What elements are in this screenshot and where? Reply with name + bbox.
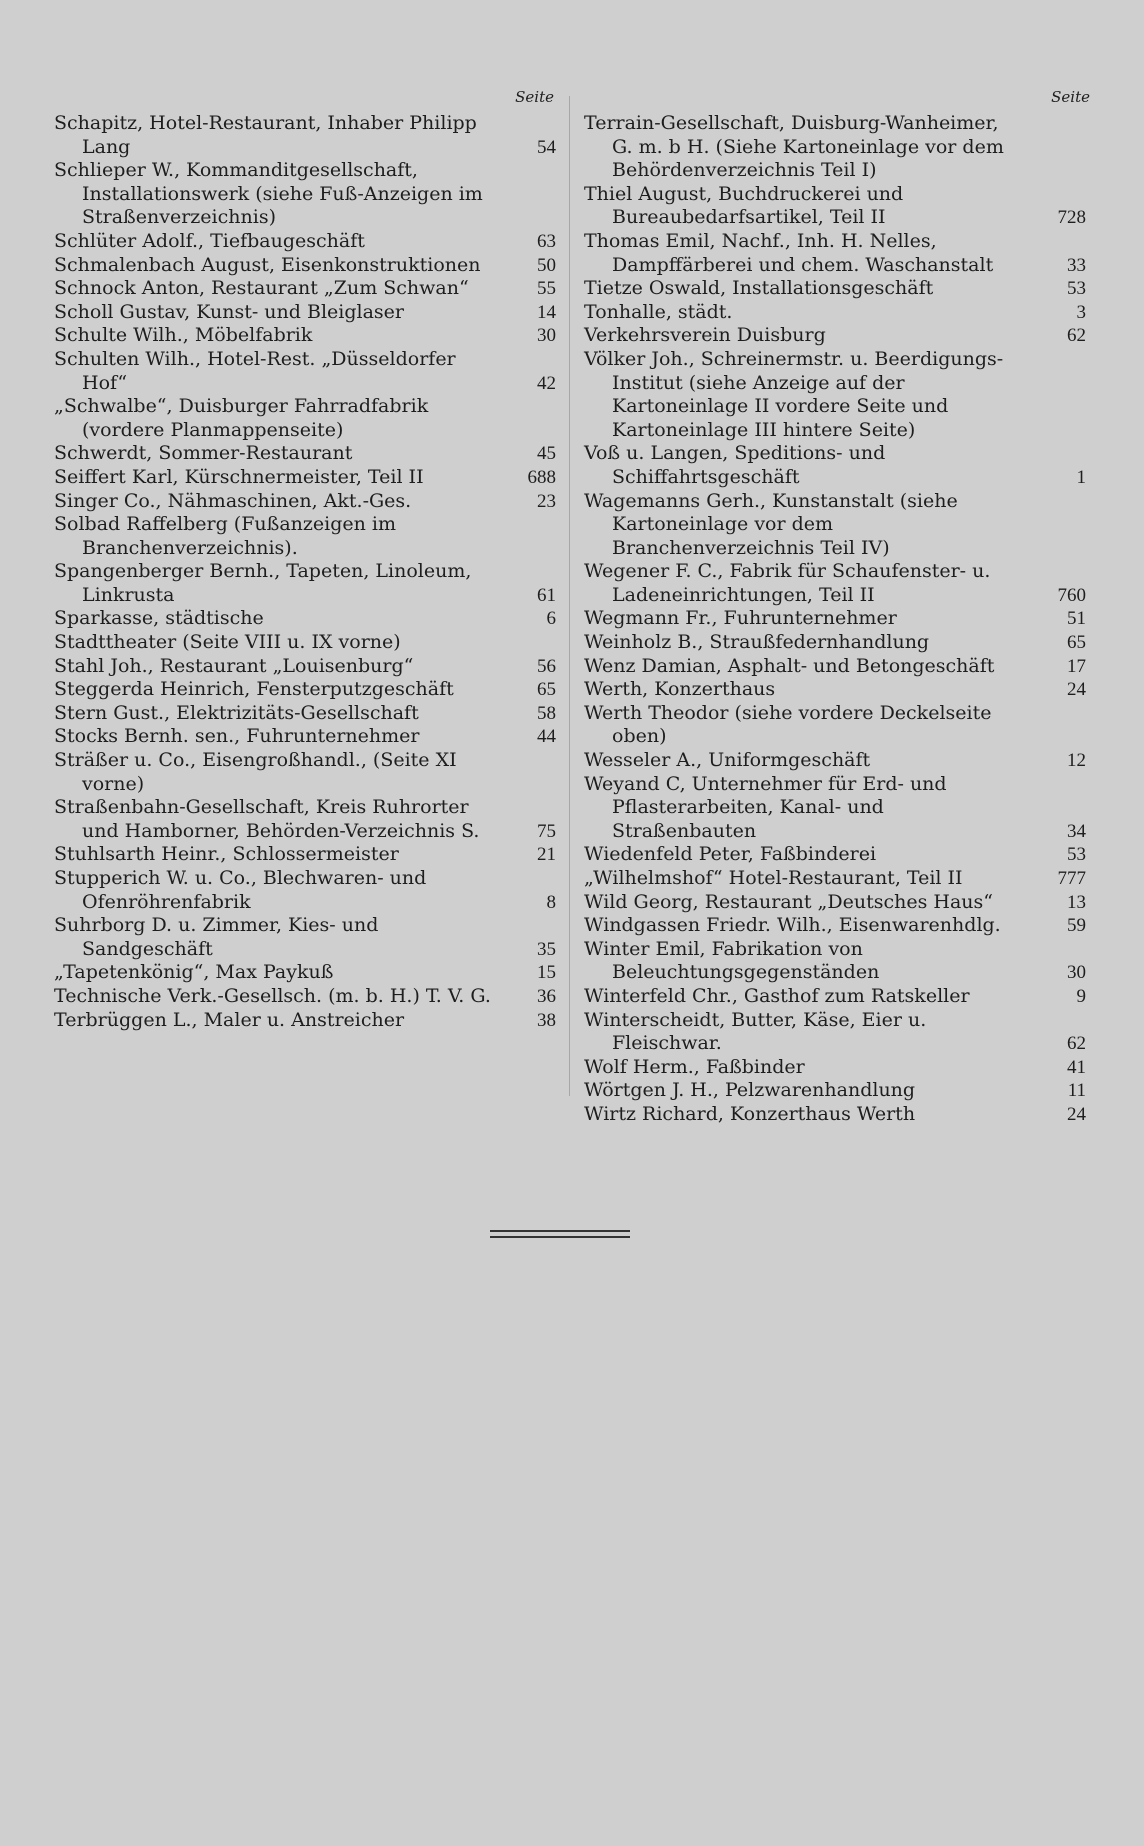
index-entry xyxy=(584,324,1086,348)
entry-page-number: 728 xyxy=(1057,207,1086,229)
index-entry xyxy=(584,655,1086,679)
index-entry xyxy=(54,560,556,607)
entry-page-number: 54 xyxy=(537,136,556,158)
index-entry xyxy=(54,867,556,914)
entry-page-number: 688 xyxy=(527,466,556,488)
entry-text: Schmalenbach August, Eisenkonstruktionen xyxy=(54,253,481,276)
entry-text: Singer Co., Nähmaschinen, Akt.-Ges. xyxy=(54,489,412,512)
index-entry xyxy=(584,702,1086,749)
entry-text: Winterscheidt, Butter, Käse, Eier u. Fleischwar. xyxy=(584,1008,927,1055)
index-entry xyxy=(54,466,556,490)
index-entry xyxy=(584,1009,1086,1056)
index-entry xyxy=(54,442,556,466)
index-entry xyxy=(54,843,556,867)
entry-page-number: 36 xyxy=(537,985,556,1007)
entry-page-number: 33 xyxy=(1067,254,1086,276)
entry-page-number: 24 xyxy=(1067,1103,1086,1125)
entry-text: Wild Georg, Restaurant „Deutsches Haus“ xyxy=(584,890,994,913)
entry-page-number: 50 xyxy=(537,254,556,276)
entry-page-number: 17 xyxy=(1067,655,1086,677)
index-entry xyxy=(54,702,556,726)
index-entry xyxy=(54,1009,556,1033)
entry-page-number: 6 xyxy=(546,608,556,630)
index-entry xyxy=(584,631,1086,655)
entry-text: Straßenbahn-Gesellschaft, Kreis Ruhrorter und Hamborner, Behörden-Verzeichnis S. xyxy=(54,796,480,842)
entry-page-number: 63 xyxy=(537,230,556,252)
entry-page-number: 61 xyxy=(537,584,556,606)
entry-page-number: 13 xyxy=(1067,891,1086,913)
entry-text: Suhrborg D. u. Zimmer, Kies- und Sandgeschäft xyxy=(54,914,379,960)
right-entry-list xyxy=(584,112,1086,1127)
entry-text: Seiffert Karl, Kürschnermeister, Teil II xyxy=(54,465,424,488)
index-entry xyxy=(584,843,1086,867)
index-entry xyxy=(54,985,556,1009)
entry-page-number: 55 xyxy=(537,278,556,300)
index-entry xyxy=(584,301,1086,325)
entry-text: „Tapetenkönig“, Max Paykuß xyxy=(54,961,334,984)
column-separator xyxy=(569,96,570,1096)
entry-text: Schulte Wilh., Möbelfabrik xyxy=(54,324,313,347)
entry-text: Spangenberger Bernh., Tapeten, Linoleum, Linkrusta xyxy=(54,560,472,606)
entry-text: Steggerda Heinrich, Fensterputzgeschäft xyxy=(54,678,454,701)
index-entry xyxy=(584,938,1086,985)
entry-text: Solbad Raffelberg (Fußanzeigen im Branchenverzeichnis). xyxy=(54,513,396,559)
index-entry xyxy=(584,1079,1086,1103)
index-entry xyxy=(54,230,556,254)
entry-text: Werth Theodor (siehe vordere Deckelseite oben) xyxy=(584,701,992,748)
entry-page-number: 41 xyxy=(1067,1056,1086,1078)
entry-text: Stern Gust., Elektrizitäts-Gesellschaft xyxy=(54,701,419,724)
entry-text: Wiedenfeld Peter, Faßbinderei xyxy=(584,843,877,866)
index-entry xyxy=(584,442,1086,489)
entry-page-number: 9 xyxy=(1076,985,1086,1007)
index-entry xyxy=(54,725,556,749)
entry-page-number: 59 xyxy=(1067,915,1086,937)
index-entry xyxy=(584,678,1086,702)
index-entry xyxy=(54,348,556,395)
entry-text: Verkehrsverein Duisburg xyxy=(584,324,826,347)
entry-text: Schnock Anton, Restaurant „Zum Schwan“ xyxy=(54,277,469,300)
entry-text: Scholl Gustav, Kunst- und Bleiglaser xyxy=(54,300,404,323)
entry-page-number: 30 xyxy=(537,325,556,347)
index-entry xyxy=(54,513,556,560)
index-entry xyxy=(584,1056,1086,1080)
entry-page-number: 760 xyxy=(1057,584,1086,606)
entry-text: Sträßer u. Co., Eisengroßhandl., (Seite XI vorne) xyxy=(54,749,457,795)
index-entry xyxy=(584,277,1086,301)
entry-text: Schwerdt, Sommer-Restaurant xyxy=(54,442,353,465)
entry-page-number: 8 xyxy=(546,891,556,913)
entry-text: Sparkasse, städtische xyxy=(54,607,264,630)
entry-text: Terrain-Gesellschaft, Duisburg-Wanheimer, G. m. b H. (Siehe Kartoneinlage vor dem Behördenverzeichnis Teil I) xyxy=(584,112,1004,182)
index-entry xyxy=(54,961,556,985)
index-entry xyxy=(584,183,1086,230)
index-entry xyxy=(54,631,556,655)
index-entry xyxy=(54,395,556,442)
index-entry xyxy=(54,254,556,278)
index-entry xyxy=(54,749,556,796)
entry-text: Technische Verk.-Gesellsch. (m. b. H.) T. V. G. xyxy=(54,984,491,1007)
entry-page-number: 34 xyxy=(1067,820,1086,842)
index-entry xyxy=(584,985,1086,1009)
entry-text: Stocks Bernh. sen., Fuhrunternehmer xyxy=(54,725,420,748)
entry-page-number: 11 xyxy=(1067,1080,1086,1102)
entry-text: Schulten Wilh., Hotel-Rest. „Düsseldorfer Hof“ xyxy=(54,347,456,394)
rule-line xyxy=(490,1236,630,1238)
entry-page-number: 38 xyxy=(537,1009,556,1031)
entry-page-number: 56 xyxy=(537,655,556,677)
entry-page-number: 51 xyxy=(1067,608,1086,630)
index-entry xyxy=(584,490,1086,561)
index-entry xyxy=(54,607,556,631)
entry-text: Thiel August, Buchdruckerei und Bureaubedarfsartikel, Teil II xyxy=(584,182,904,229)
entry-text: Terbrüggen L., Maler u. Anstreicher xyxy=(54,1008,405,1031)
index-entry xyxy=(584,891,1086,915)
entry-text: Werth, Konzerthaus xyxy=(584,678,776,701)
entry-page-number: 62 xyxy=(1067,325,1086,347)
entry-text: Wenz Damian, Asphalt- und Betongeschäft xyxy=(584,654,995,677)
entry-page-number: 53 xyxy=(1067,278,1086,300)
entry-page-number: 62 xyxy=(1067,1033,1086,1055)
index-entry xyxy=(584,112,1086,183)
entry-page-number: 42 xyxy=(537,372,556,394)
entry-text: „Wilhelmshof“ Hotel-Restaurant, Teil II xyxy=(584,867,963,889)
entry-page-number: 12 xyxy=(1067,750,1086,772)
index-entry xyxy=(54,655,556,679)
section-end-rule xyxy=(490,1230,630,1242)
entry-page-number: 75 xyxy=(537,820,556,842)
right-column-header: Seite xyxy=(1051,88,1090,106)
index-entry xyxy=(54,159,556,230)
entry-text: Schlieper W., Kommanditgesellschaft, Installationswerk (siehe Fuß-Anzeigen im Straßenverzeichnis) xyxy=(54,159,483,229)
entry-page-number: 58 xyxy=(537,702,556,724)
index-entry xyxy=(584,230,1086,277)
entry-page-number: 35 xyxy=(537,938,556,960)
entry-text: Windgassen Friedr. Wilh., Eisenwarenhdlg. xyxy=(584,914,1001,937)
index-entry xyxy=(54,324,556,348)
entry-page-number: 3 xyxy=(1076,301,1086,323)
entry-page-number: 53 xyxy=(1067,844,1086,866)
entry-text: Tietze Oswald, Installationsgeschäft xyxy=(584,277,934,300)
left-column-header: Seite xyxy=(515,88,554,106)
entry-text: Wegener F. C., Fabrik für Schaufenster- u. Ladeneinrichtungen, Teil II xyxy=(584,560,991,606)
entry-text: Wolf Herm., Faßbinder xyxy=(584,1055,805,1078)
entry-page-number: 14 xyxy=(537,301,556,323)
entry-text: Thomas Emil, Nachf., Inh. H. Nelles, Dampffärberei und chem. Waschanstalt xyxy=(584,229,994,276)
entry-text: Wörtgen J. H., Pelzwarenhandlung xyxy=(584,1079,916,1102)
entry-page-number: 24 xyxy=(1067,679,1086,701)
index-entry xyxy=(584,914,1086,938)
entry-page-number: 21 xyxy=(537,844,556,866)
entry-text: „Schwalbe“, Duisburger Fahrradfabrik (vordere Planmappenseite) xyxy=(54,395,429,441)
entry-page-number: 45 xyxy=(537,443,556,465)
entry-text: Voß u. Langen, Speditions- und Schiffahrtsgeschäft xyxy=(584,442,886,488)
index-entry xyxy=(584,867,1086,891)
index-entry xyxy=(584,607,1086,631)
entry-text: Stuhlsarth Heinr., Schlossermeister xyxy=(54,843,399,866)
entry-text: Wirtz Richard, Konzerthaus Werth xyxy=(584,1102,916,1125)
index-entry xyxy=(54,301,556,325)
entry-text: Winter Emil, Fabrikation von Beleuchtungsgegenständen xyxy=(584,937,880,984)
entry-page-number: 777 xyxy=(1057,868,1086,889)
entry-text: Stahl Joh., Restaurant „Louisenburg“ xyxy=(54,654,414,677)
entry-text: Stupperich W. u. Co., Blechwaren- und Ofenröhrenfabrik xyxy=(54,867,427,913)
entry-text: Weinholz B., Straußfedernhandlung xyxy=(584,631,930,654)
entry-page-number: 23 xyxy=(537,490,556,512)
entry-page-number: 15 xyxy=(537,962,556,984)
entry-text: Tonhalle, städt. xyxy=(584,300,733,323)
entry-page-number: 65 xyxy=(537,679,556,701)
entry-page-number: 44 xyxy=(537,726,556,748)
index-entry xyxy=(584,749,1086,773)
rule-line xyxy=(490,1230,630,1232)
index-entry xyxy=(54,678,556,702)
index-entry xyxy=(54,277,556,301)
entry-text: Stadttheater (Seite VIII u. IX vorne) xyxy=(54,631,401,654)
index-entry xyxy=(584,560,1086,607)
index-entry xyxy=(584,1103,1086,1127)
index-entry xyxy=(54,796,556,843)
entry-text: Völker Joh., Schreinermstr. u. Beerdigungs-Institut (siehe Anzeige auf der Kartoneinlage II vordere Seite und Kartoneinlage III hintere Seite) xyxy=(584,347,1004,441)
entry-text: Wagemanns Gerh., Kunstanstalt (siehe Kartoneinlage vor dem Branchenverzeichnis Teil IV) xyxy=(584,489,958,559)
entry-text: Wegmann Fr., Fuhrunternehmer xyxy=(584,607,897,630)
entry-text: Schapitz, Hotel-Restaurant, Inhaber Philipp Lang xyxy=(54,112,477,158)
left-column xyxy=(54,88,556,1032)
entry-page-number: 30 xyxy=(1067,962,1086,984)
entry-text: Schlüter Adolf., Tiefbaugeschäft xyxy=(54,229,365,252)
index-entry xyxy=(54,914,556,961)
index-entry xyxy=(54,112,556,159)
entry-text: Winterfeld Chr., Gasthof zum Ratskeller xyxy=(584,984,970,1007)
left-entry-list xyxy=(54,112,556,1032)
index-entry xyxy=(584,773,1086,844)
entry-text: Weyand C, Unternehmer für Erd- und Pflasterarbeiten, Kanal- und Straßenbauten xyxy=(584,772,947,842)
index-entry xyxy=(584,348,1086,442)
right-column xyxy=(584,88,1090,1127)
entry-text: Wesseler A., Uniformgeschäft xyxy=(584,749,871,772)
entry-page-number: 65 xyxy=(1067,632,1086,654)
entry-page-number: 1 xyxy=(1076,466,1086,488)
index-entry xyxy=(54,490,556,514)
